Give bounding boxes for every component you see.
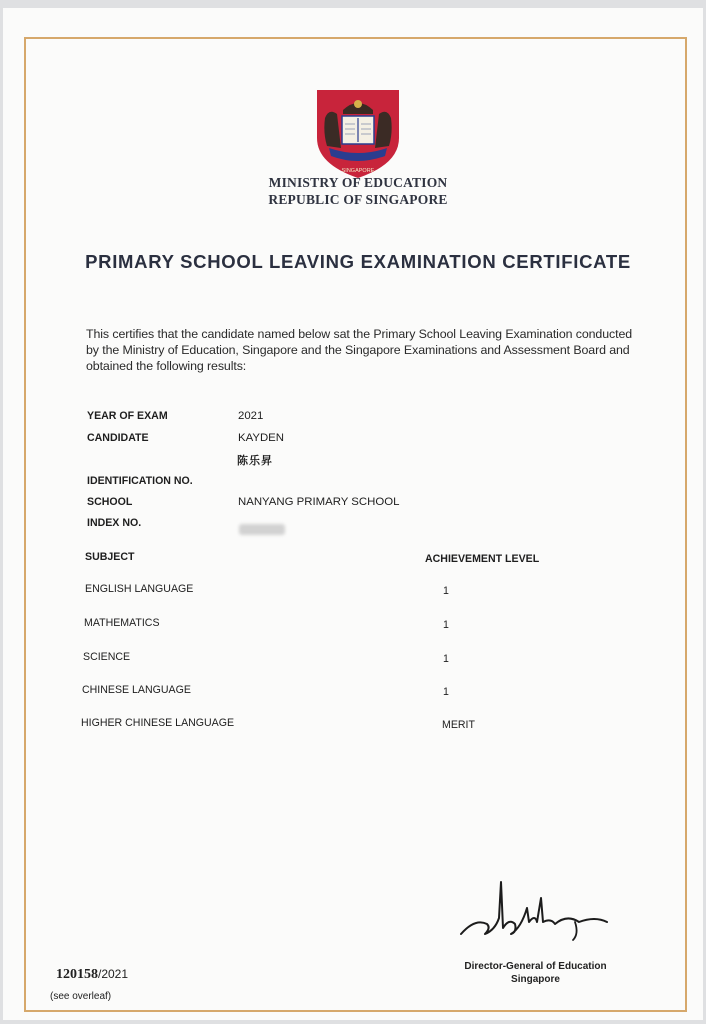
subject-row-chinese: CHINESE LANGUAGE <box>82 684 191 696</box>
moe-crest-icon <box>315 88 401 180</box>
school-value: NANYANG PRIMARY SCHOOL <box>238 496 400 508</box>
serial-number: 120158 <box>56 967 98 982</box>
identification-label: IDENTIFICATION NO. <box>87 475 193 487</box>
serial-year: /2021 <box>98 967 129 981</box>
level-row-mathematics: 1 <box>443 619 449 631</box>
candidate-label: CANDIDATE <box>87 432 149 444</box>
subject-row-science: SCIENCE <box>83 651 131 663</box>
ministry-line2: REPUBLIC OF SINGAPORE <box>268 192 448 207</box>
level-row-science: 1 <box>443 653 449 665</box>
crest-motto: SINGAPORE <box>341 168 375 174</box>
level-row-chinese: 1 <box>443 686 449 698</box>
signatory-block <box>453 960 618 986</box>
candidate-name: KAYDEN <box>238 432 284 444</box>
certificate-serial <box>56 967 128 983</box>
signatory-title: Director-General of Education <box>464 961 607 972</box>
school-label: SCHOOL <box>87 496 133 508</box>
certificate-title: PRIMARY SCHOOL LEAVING EXAMINATION CERTIFICATE <box>85 251 631 272</box>
candidate-chinese-name: 陈乐昇 <box>237 454 273 467</box>
achievement-level-header: ACHIEVEMENT LEVEL <box>425 553 540 565</box>
index-label: INDEX NO. <box>87 517 142 529</box>
year-label: YEAR OF EXAM <box>87 410 168 422</box>
subject-row-english: ENGLISH LANGUAGE <box>85 583 194 595</box>
level-row-english: 1 <box>443 585 449 597</box>
subject-row-higher-chinese: HIGHER CHINESE LANGUAGE <box>81 717 235 729</box>
year-value: 2021 <box>238 410 264 422</box>
intro-paragraph: This certifies that the candidate named below sat the Primary School Leaving Examination conducted by the Ministry of Education, Singapore and the Singapore Examinations and Assessment Board and obtained the following results: <box>86 327 633 373</box>
subject-row-mathematics: MATHEMATICS <box>84 617 160 629</box>
overleaf-note: (see overleaf) <box>50 991 112 1002</box>
director-signature <box>455 878 615 950</box>
certificate-paper <box>3 8 703 1020</box>
redacted-index-number <box>239 524 285 535</box>
ministry-line1: MINISTRY OF EDUCATION <box>268 175 448 190</box>
signatory-country: Singapore <box>511 974 560 985</box>
subject-header: SUBJECT <box>85 551 135 563</box>
level-row-higher-chinese: MERIT <box>442 719 475 731</box>
